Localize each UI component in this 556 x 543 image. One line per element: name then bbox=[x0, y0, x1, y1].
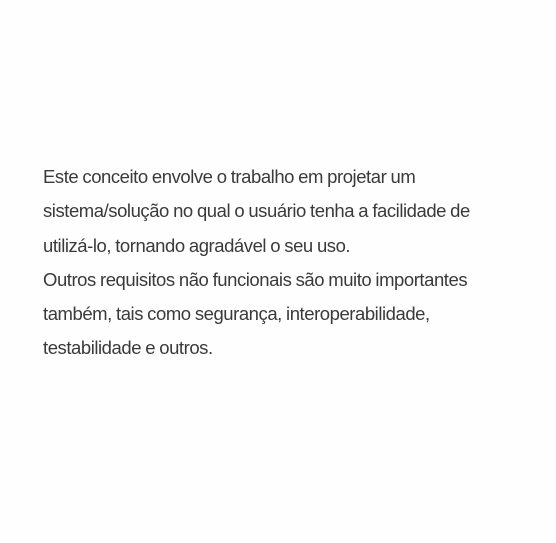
article-body bbox=[43, 160, 548, 366]
text-line: sistema/solução no qual o usuário tenha a facilidade de bbox=[43, 200, 470, 222]
paragraph-usability bbox=[43, 160, 548, 263]
text-line: Este conceito envolve o trabalho em projetar um bbox=[43, 166, 416, 187]
text-line: testabilidade e outros. bbox=[43, 337, 213, 359]
text-line: utilizá-lo, tornando agradável o seu uso. bbox=[43, 234, 351, 256]
text-line: também, tais como segurança, interoperabilidade, bbox=[43, 303, 430, 325]
text-line: Outros requisitos não funcionais são muito importantes bbox=[43, 268, 468, 290]
paragraph-other-requirements bbox=[43, 263, 548, 366]
